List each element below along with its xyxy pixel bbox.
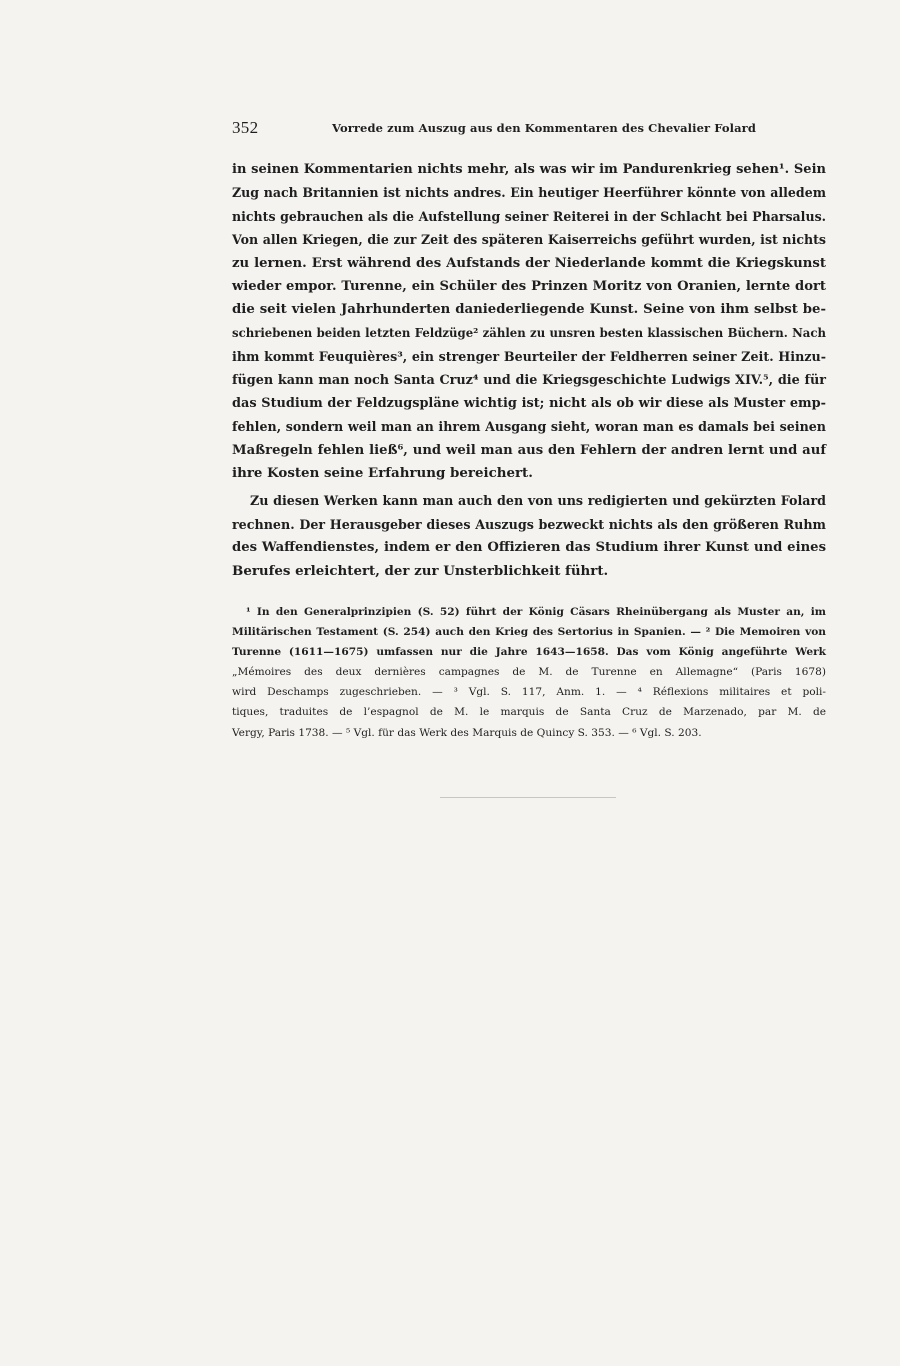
text-line: fügen kann man noch Santa Cruz⁴ und die Kriegsgeschichte Ludwigs XIV.⁵, die für [232, 372, 826, 388]
paragraph-2 [232, 489, 826, 583]
footnotes [232, 602, 826, 743]
footnote-line: tiques, traduites de l’espagnol de M. le marquis de Santa Cruz de Marzenado, par M. de [232, 706, 826, 719]
text-line: Maßregeln fehlen ließ⁶, und weil man aus den Fehlern der andren lernt und auf [232, 442, 826, 458]
text-line: fehlen, sondern weil man an ihrem Ausgang sieht, woran man es damals bei seinen [232, 419, 826, 435]
text-line: zu lernen. Erst während des Aufstands der Niederlande kommt die Kriegskunst [232, 255, 826, 271]
text-line: in seinen Kommentarien nichts mehr, als was wir im Pandurenkrieg sehen¹. Sein [232, 162, 826, 177]
text-line: Von allen Kriegen, die zur Zeit des späteren Kaiserreichs geführt wurden, ist nichts [232, 232, 826, 248]
footnote-line: Militärischen Testament (S. 254) auch den Krieg des Sertorius in Spanien. — ² Die Memoiren von [232, 626, 826, 639]
page-number: 352 [232, 118, 259, 137]
text-line: ihre Kosten seine Erfahrung bereichert. [232, 465, 533, 482]
text-line: rechnen. Der Herausgeber dieses Auszugs bezweckt nichts als den größeren Ruhm [232, 516, 826, 532]
text-line: schriebenen beiden letzten Feldzüge² zählen zu unsren besten klassischen Büchern. Nach [232, 325, 826, 340]
footnote-line: wird Deschamps zugeschrieben. — ³ Vgl. S. 117, Anm. 1. — ⁴ Réflexions militaires et poli- [232, 686, 826, 699]
text-line: die seit vielen Jahrhunderten daniederliegende Kunst. Seine von ihm selbst be- [232, 302, 826, 318]
text-line: Berufes erleichtert, der zur Unsterblichkeit führt. [232, 562, 609, 579]
text-line: ihm kommt Feuquières³, ein strenger Beurteiler der Feldherren seiner Zeit. Hinzu- [232, 349, 826, 365]
footnote-line: Turenne (1611—1675) umfassen nur die Jahre 1643—1658. Das vom König angeführte Werk [232, 646, 826, 659]
text-line: wieder empor. Turenne, ein Schüler des Prinzen Moritz von Oranien, lernte dort [232, 278, 826, 294]
footnote-line: Vergy, Paris 1738. — ⁵ Vgl. für das Werk des Marquis de Quincy S. 353. — ⁶ Vgl. S. 203. [232, 726, 702, 739]
separator-rule [440, 797, 616, 798]
text-line: das Studium der Feldzugspläne wichtig ist; nicht als ob wir diese als Muster emp- [232, 395, 826, 411]
text-line: nichts gebrauchen als die Aufstellung seiner Reiterei in der Schlacht bei Pharsalus. [232, 208, 826, 224]
running-title: Vorrede zum Auszug aus den Kommentaren des Chevalier Folard [332, 121, 756, 135]
main-text [232, 158, 826, 583]
text-line: des Waffendienstes, indem er den Offizieren das Studium ihrer Kunst und eines [232, 540, 826, 556]
page-header [232, 117, 756, 139]
footnote-line: ¹ In den Generalprinzipien (S. 52) führt der König Cäsars Rheinübergang als Muster an, im [246, 606, 826, 618]
text-line: Zu diesen Werken kann man auch den von uns redigierten und gekürzten Folard [250, 493, 826, 509]
footnote-line: „Mémoires des deux dernières campagnes de M. de Turenne en Allemagne“ (Paris 1678) [232, 666, 826, 679]
text-line: Zug nach Britannien ist nichts andres. Ein heutiger Heerführer könnte von alledem [232, 185, 826, 201]
paragraph-1 [232, 158, 826, 485]
